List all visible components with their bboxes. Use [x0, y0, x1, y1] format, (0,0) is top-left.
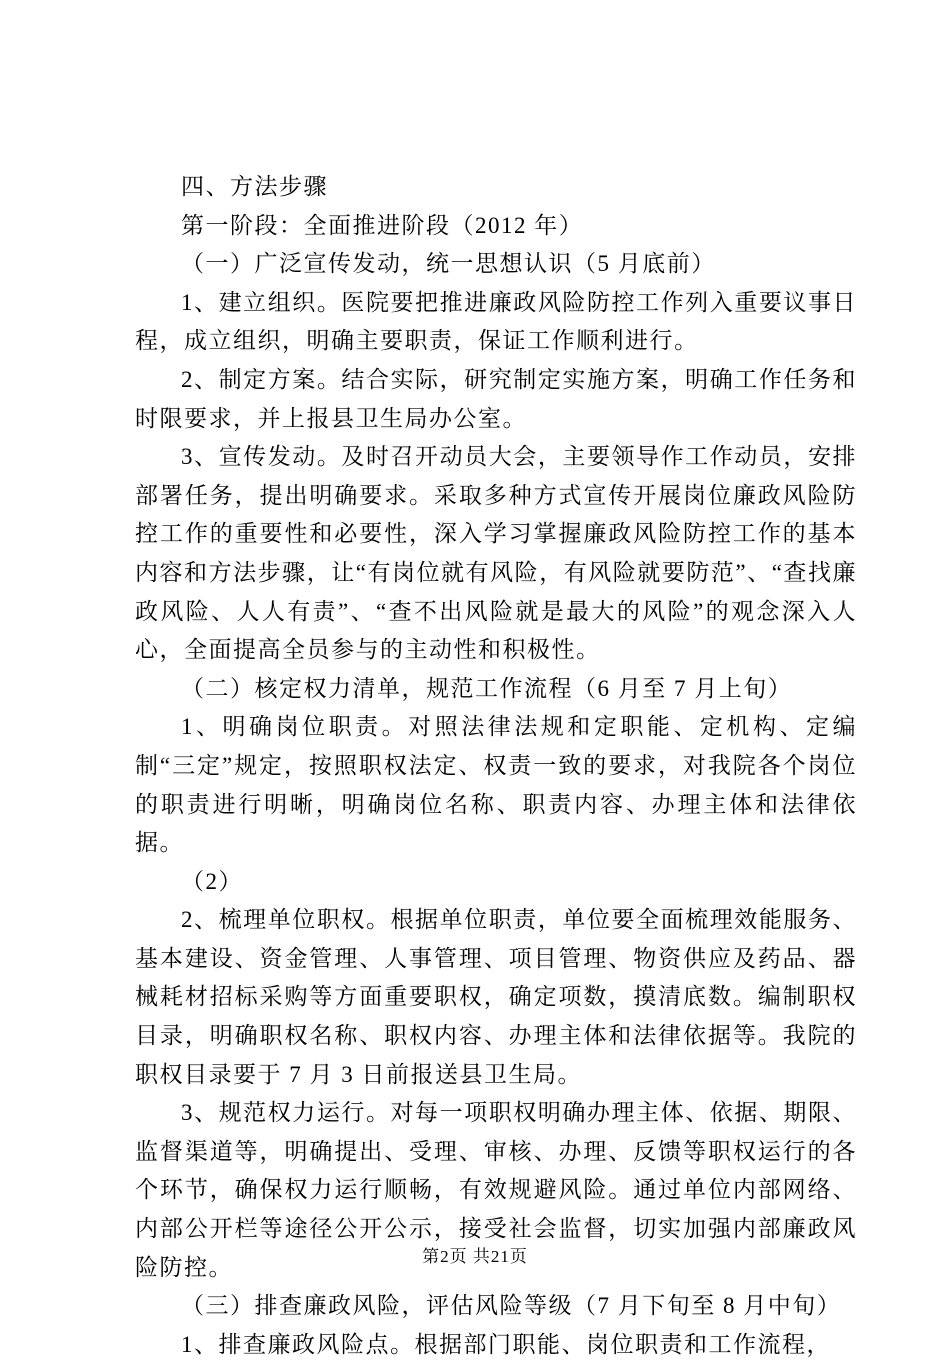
paragraph: 第一阶段：全面推进阶段（2012 年）	[181, 212, 584, 238]
paragraph: （一）广泛宣传发动，统一思想认识（5 月底前）	[181, 251, 716, 277]
paragraph: 2、制定方案。结合实际，研究制定实施方案，明确工作任务和时限要求，并上报县卫生局办公室。	[135, 366, 857, 431]
paragraph: （2）	[181, 868, 243, 894]
paragraph: 1、明确岗位职责。对照法律法规和定职能、定机构、定编制“三定”规定，按照职权法定、权责一致的要求，对我院各个岗位的职责进行明晰，明确岗位名称、职责内容、办理主体和法律依据。	[135, 714, 857, 856]
paragraph: 1、排查廉政风险点。根据部门职能、岗位职责和工作流程，	[181, 1331, 831, 1357]
paragraph: 2、梳理单位职权。根据单位职责，单位要全面梳理效能服务、基本建设、资金管理、人事管理、项目管理、物资供应及药品、器械耗材招标采购等方面重要职权，确定项数，摸清底数。编制职权目录，明确职权名称、职权内容、办理主体和法律依据等。我院的职权目录要于 7 月 3 日前报送县卫生局。	[135, 907, 857, 1087]
page-number-footer: 第2页 共21页	[422, 1247, 528, 1266]
paragraph: 1、建立组织。医院要把推进廉政风险防控工作列入重要议事日程，成立组织，明确主要职责，保证工作顺利进行。	[135, 289, 857, 354]
paragraph: （二）核定权力清单，规范工作流程（6 月至 7 月上旬）	[181, 675, 793, 701]
paragraph: 3、宣传发动。及时召开动员大会，主要领导作工作动员，安排部署任务，提出明确要求。采取多种方式宣传开展岗位廉政风险防控工作的重要性和必要性，深入学习掌握廉政风险防控工作的基本内容和方法步骤，让“有岗位就有风险，有风险就要防范”、“查找廉政风险、人人有责”、“查不出风险就是最大的风险”的观念深入人心，全面提高全员参与的主动性和积极性。	[135, 444, 857, 663]
paragraph: 四、方法步骤	[181, 174, 328, 199]
document-body	[135, 168, 857, 1364]
paragraph: 3、规范权力运行。对每一项职权明确办理主体、依据、期限、监督渠道等，明确提出、受理、审核、办理、反馈等职权运行的各个环节，确保权力运行顺畅，有效规避风险。通过单位内部网络、内部公开栏等途径公开公示，接受社会监督，切实加强内部廉政风险防控。	[135, 1100, 857, 1280]
paragraph: （三）排查廉政风险，评估风险等级（7 月下旬至 8 月中旬）	[181, 1293, 842, 1319]
